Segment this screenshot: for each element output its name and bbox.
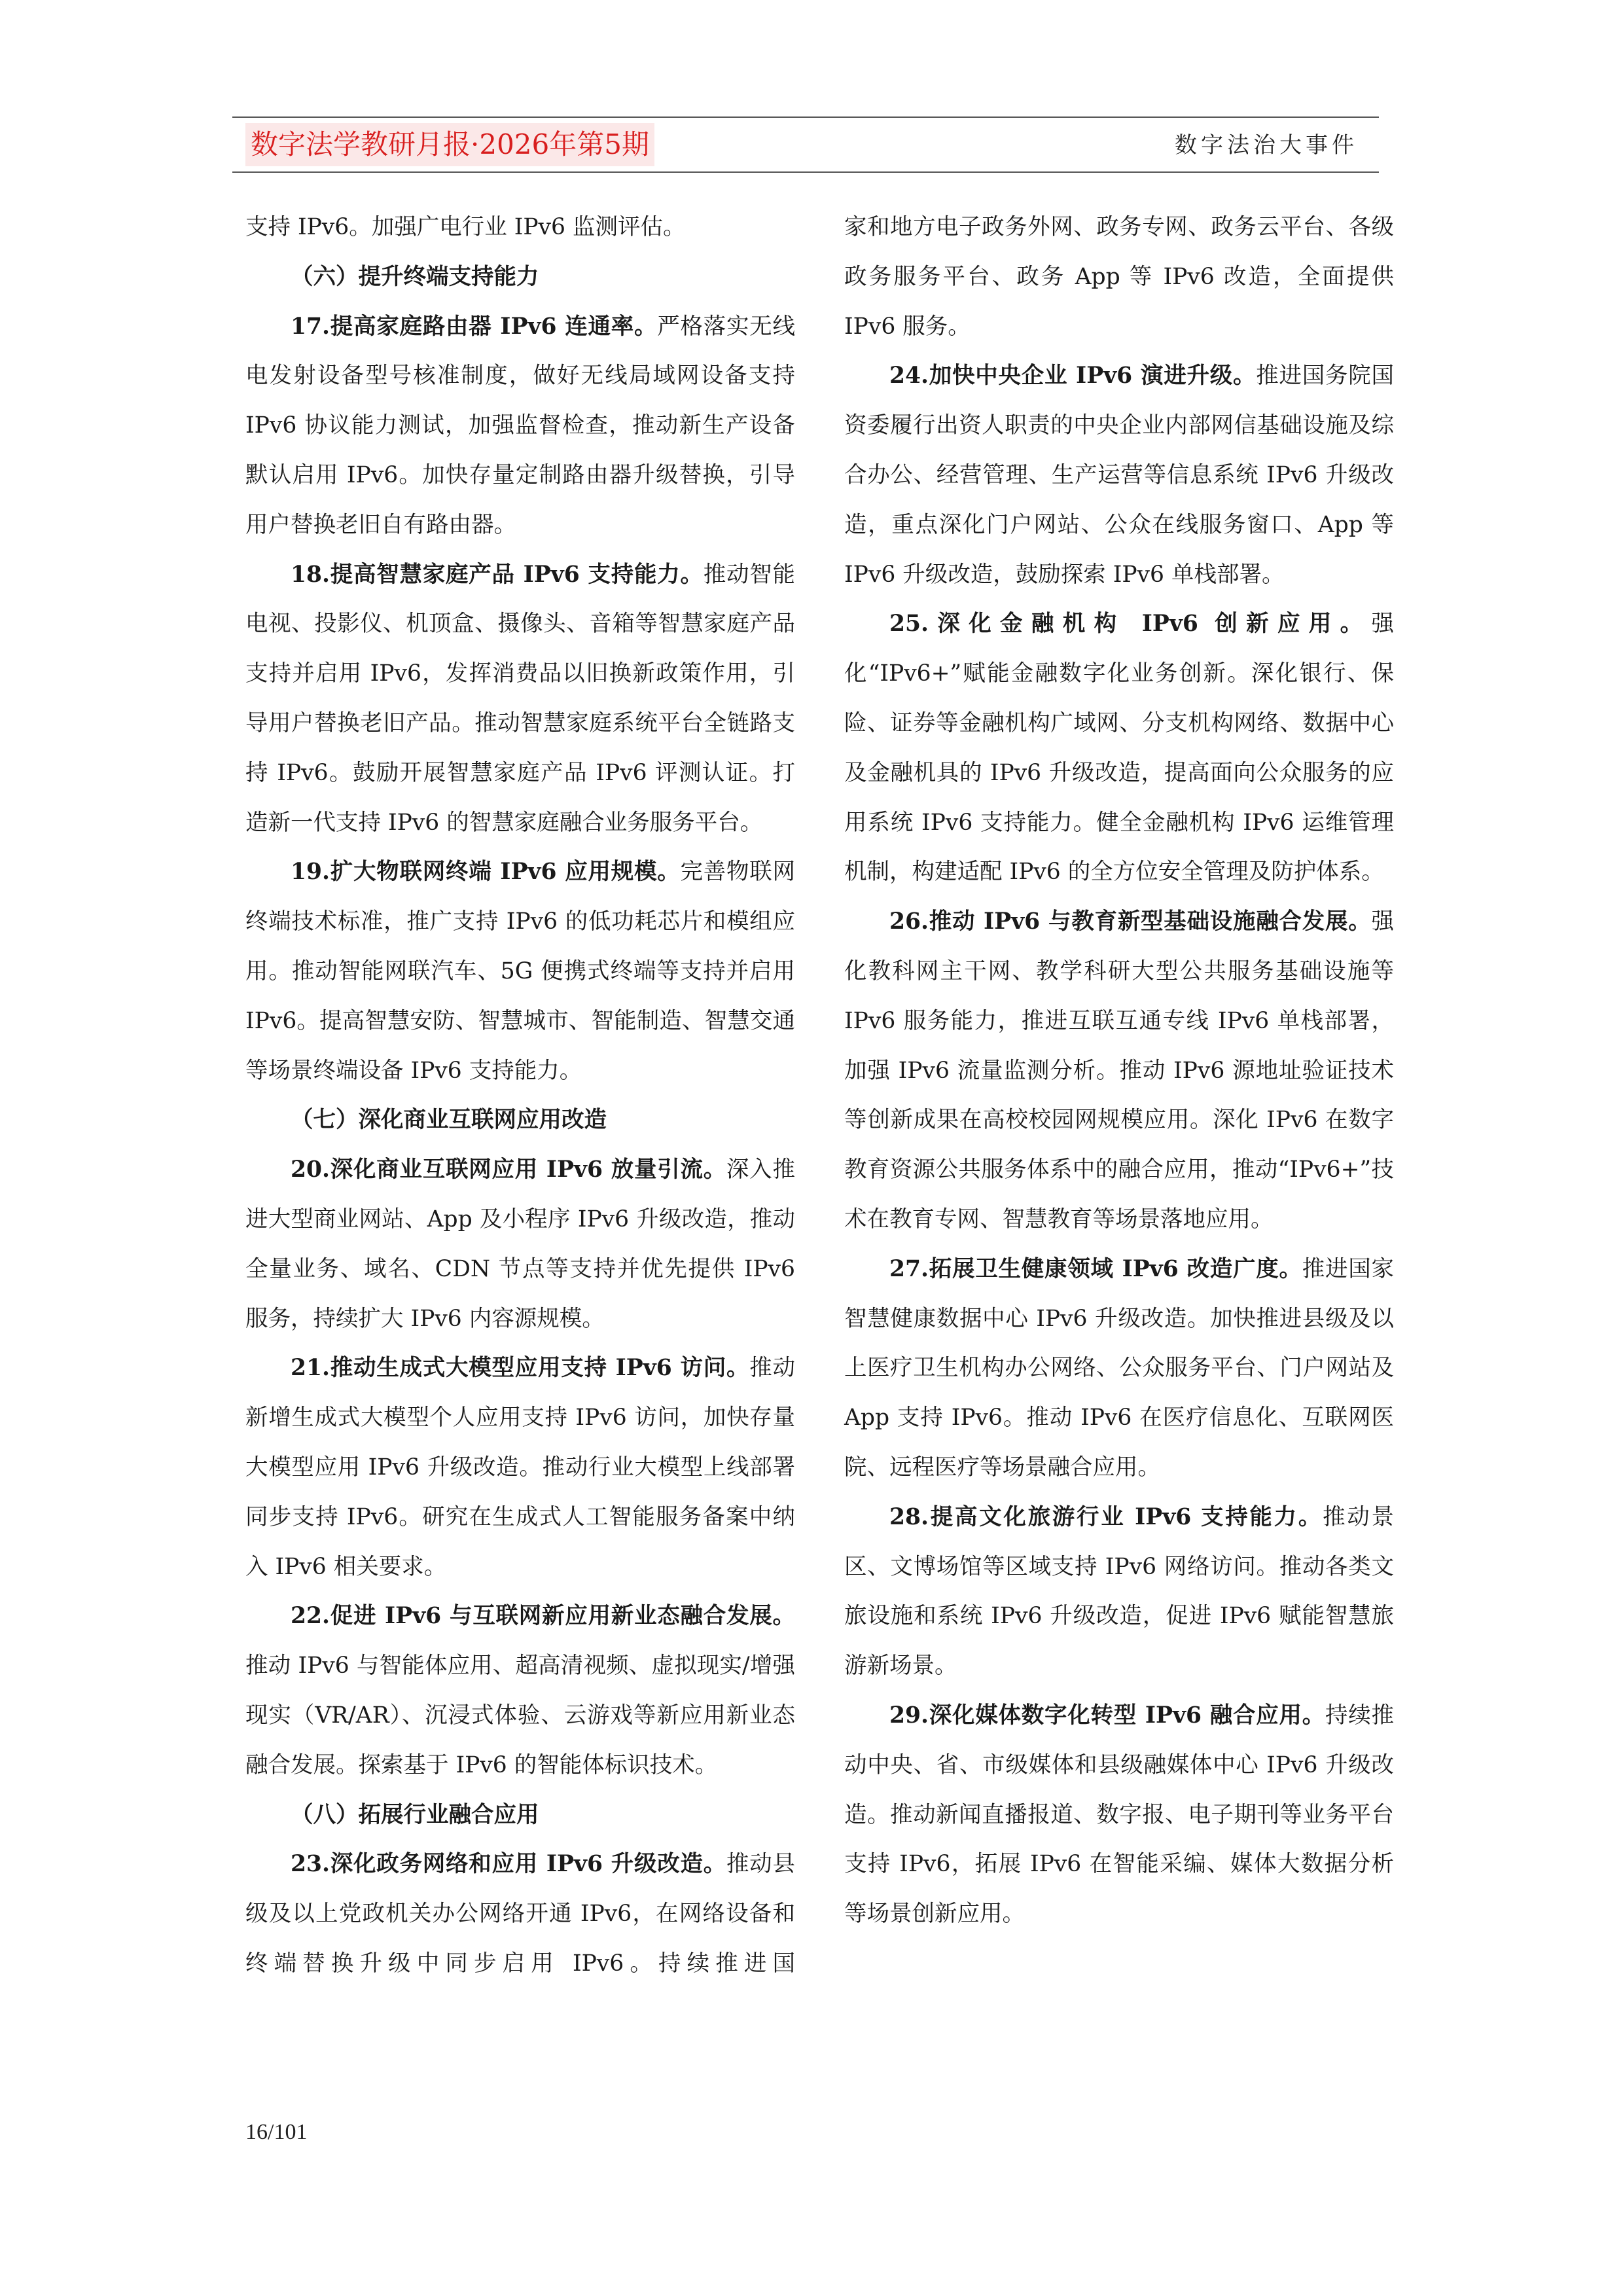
paragraph-18-body: 推动智能电视、投影仪、机顶盒、摄像头、音箱等智慧家庭产品支持并启用 IPv6，发挥消费品以旧换新政策作用，引导用户替换老旧产品。推动智慧家庭系统平台全链路支持 IPv6。鼓励开展智慧家庭产品 IPv6 评测认证。打造新一代支持 IPv6 的智慧家庭融合业务服务平台。 xyxy=(245,561,795,836)
paragraph-27-body: 推进国家智慧健康数据中心 IPv6 升级改造。加快推进县级及以上医疗卫生机构办公网络、公众服务平台、门户网站及 App 支持 IPv6。推动 IPv6 在医疗信息化、互联网医院、远程医疗等场景融合应用。 xyxy=(844,1255,1394,1480)
paragraph-24-title: 24.加快中央企业 IPv6 演进升级。 xyxy=(889,363,1257,389)
section-heading-8: （八）拓展行业融合应用 xyxy=(291,1801,539,1828)
paragraph-20 xyxy=(245,1145,795,1344)
paragraph-21-body: 推动新增生成式大模型个人应用支持 IPv6 访问，加快存量大模型应用 IPv6 升级改造。推动行业大模型上线部署同步支持 IPv6。研究在生成式人工智能服务备案中纳入 IPv6 相关要求。 xyxy=(245,1355,795,1580)
paragraph-20-body: 深入推进大型商业网站、App 及小程序 IPv6 升级改造，推动全量业务、域名、CDN 节点等支持并优先提供 IPv6 服务，持续扩大 IPv6 内容源规模。 xyxy=(245,1157,795,1332)
paragraph-17-body: 严格落实无线电发射设备型号核准制度，做好无线局域网设备支持 IPv6 协议能力测试，加强监督检查，推动新生产设备默认启用 IPv6。加快存量定制路由器升级替换，引导用户替换老旧自有路由器。 xyxy=(245,313,796,538)
paragraph-29 xyxy=(844,1691,1394,1939)
paragraph-27-title: 27.拓展卫生健康领域 IPv6 改造广度。 xyxy=(889,1255,1302,1282)
paragraph-28 xyxy=(844,1493,1394,1691)
paragraph-28-body: 推动景区、文博场馆等区域支持 IPv6 网络访问。推动各类文旅设施和系统 IPv6 升级改造，促进 IPv6 赋能智慧旅游新场景。 xyxy=(844,1503,1394,1679)
paragraph-24 xyxy=(844,351,1394,600)
paragraph-20-title: 20.深化商业互联网应用 IPv6 放量引流。 xyxy=(291,1157,726,1183)
header-rule-top xyxy=(232,117,1379,118)
section-name: 数字法治大事件 xyxy=(1175,132,1358,158)
journal-title: 数字法学教研月报·2026年第5期 xyxy=(245,123,654,166)
paragraph-23-title: 23.深化政务网络和应用 IPv6 升级改造。 xyxy=(291,1851,726,1878)
paragraph-21-title: 21.推动生成式大模型应用支持 IPv6 访问。 xyxy=(291,1355,750,1382)
paragraph-25-title: 25.深化金融机构 IPv6 创新应用。 xyxy=(889,611,1372,637)
page-number: 16/101 xyxy=(245,2120,308,2144)
paragraph-23 xyxy=(245,1840,795,1988)
paragraph-25-body: 强化“IPv6+”赋能金融数字化业务创新。深化银行、保险、证券等金融机构广域网、分支机构网络、数据中心及金融机具的 IPv6 升级改造，提高面向公众服务的应用系统 IPv6 支持能力。健全金融机构 IPv6 运维管理机制，构建适配 IPv6 的全方位安全管理及防护体系。 xyxy=(844,611,1394,886)
paragraph-17-title: 17.提高家庭路由器 IPv6 连通率。 xyxy=(291,313,658,340)
paragraph-29-body: 持续推动中央、省、市级媒体和县级融媒体中心 IPv6 升级改造。推动新闻直播报道、数字报、电子期刊等业务平台支持 IPv6，拓展 IPv6 在智能采编、媒体大数据分析等场景创新应用。 xyxy=(844,1702,1394,1928)
paragraph-27 xyxy=(844,1245,1394,1493)
left-column xyxy=(245,203,795,1989)
paragraph-24-body: 推进国务院国资委履行出资人职责的中央企业内部网信基础设施及综合办公、经营管理、生产运营等信息系统 IPv6 升级改造，重点深化门户网站、公众在线服务窗口、App 等 IPv6 升级改造，鼓励探索 IPv6 单栈部署。 xyxy=(844,363,1395,588)
paragraph-18-title: 18.提高智慧家庭产品 IPv6 支持能力。 xyxy=(291,561,704,588)
paragraph-22-body: 推动 IPv6 与智能体应用、超高清视频、虚拟现实/增强现实（VR/AR）、沉浸式体验、云游戏等新应用新业态融合发展。探索基于 IPv6 的智能体标识技术。 xyxy=(245,1653,795,1778)
paragraph-21 xyxy=(245,1344,795,1592)
paragraph-26-body: 强化教科网主干网、教学科研大型公共服务基础设施等 IPv6 服务能力，推进互联互通专线 IPv6 单栈部署，加强 IPv6 流量监测分析。推动 IPv6 源地址验证技术等创新成果在高校校园网规模应用。深化 IPv6 在数字教育资源公共服务体系中的融合应用，推动“IPv6+”技术在教育专网、智慧教育等场景落地应用。 xyxy=(844,908,1394,1232)
paragraph-26 xyxy=(844,897,1394,1245)
section-heading-7: （七）深化商业互联网应用改造 xyxy=(291,1107,607,1134)
paragraph-19 xyxy=(245,848,795,1096)
right-column xyxy=(844,203,1394,1939)
paragraph-17 xyxy=(245,302,795,550)
paragraph-23-body: 推动县级及以上党政机关办公网络开通 IPv6，在网络设备和终端替换升级中同步启用 IPv6。持续推进国 xyxy=(245,1851,795,1977)
header-rule-bottom xyxy=(232,171,1379,173)
section-heading-6: （六）提升终端支持能力 xyxy=(291,263,539,290)
paragraph-19-title: 19.扩大物联网终端 IPv6 应用规模。 xyxy=(291,859,681,886)
paragraph-22 xyxy=(245,1592,795,1790)
paragraph-22-title: 22.促进 IPv6 与互联网新应用新业态融合发展。 xyxy=(291,1603,795,1630)
paragraph-25 xyxy=(844,600,1394,897)
paragraph-18 xyxy=(245,550,795,848)
paragraph-29-title: 29.深化媒体数字化转型 IPv6 融合应用。 xyxy=(889,1702,1325,1729)
continued-paragraph-23: 家和地方电子政务外网、政务专网、政务云平台、各级政务服务平台、政务 App 等 IPv6 改造，全面提供 IPv6 服务。 xyxy=(844,214,1394,340)
paragraph-26-title: 26.推动 IPv6 与教育新型基础设施融合发展。 xyxy=(889,908,1372,935)
paragraph-19-body: 完善物联网终端技术标准，推广支持 IPv6 的低功耗芯片和模组应用。推动智能网联汽车、5G 便携式终端等支持并启用 IPv6。提高智慧安防、智慧城市、智能制造、智慧交通等场景终端设备 IPv6 支持能力。 xyxy=(245,859,795,1084)
paragraph-28-title: 28.提高文化旅游行业 IPv6 支持能力。 xyxy=(889,1503,1323,1530)
continued-paragraph: 支持 IPv6。加强广电行业 IPv6 监测评估。 xyxy=(245,214,686,240)
